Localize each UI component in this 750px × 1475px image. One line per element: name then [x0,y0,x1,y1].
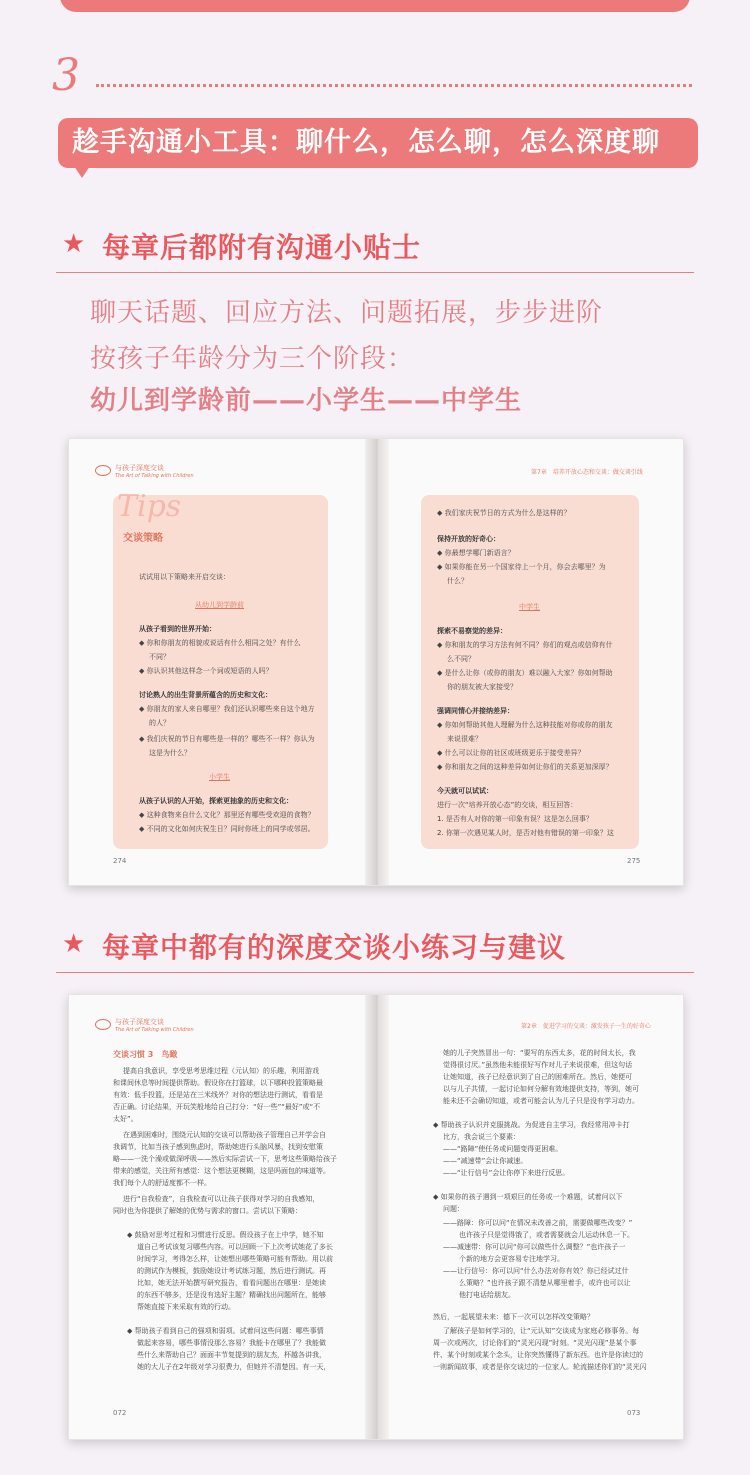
text-line: 周一次或两次，讨论你们的“灵光闪现”时刻。“灵光闪现”是某个事 [433,1339,637,1347]
book-spine [365,995,389,1439]
card-line: 保持开放的好奇心： [437,535,500,543]
page-number-right: 073 [627,1409,641,1417]
text-line: ◆ 如果你的孩子遇到一项艰巨的任务或一个难题，试着问以下 [433,1193,623,1201]
text-line: 略——一洗个澡或做深呼吸——然后实际尝试一下，思考这些策略给孩子 [113,1155,337,1163]
tips-watermark: Tips [117,489,182,524]
card-line: 什么？ [447,577,468,585]
text-line: 她的儿子突然冒出一句：“要写的东西太多，花的时间太长，我 [443,1049,636,1057]
text-line: ——“路障”使任务或问题变得更困难。 [443,1145,563,1153]
text-line: 同时也为你提供了解她的优势与需求的窗口。尝试以下策略： [113,1207,302,1215]
text-line: 否正确。讨论结果，开玩笑般地给自己打分：“好一些”“最好”或“不 [113,1103,321,1111]
stage-label: 中学生 [519,603,540,611]
card-line: ◆ 我们家庆祝节日的方式为什么是这样的？ [437,509,571,517]
text-line: 在遇到困难时，围绕元认知的交谈可以帮助孩子管理自己并学会自 [123,1131,326,1139]
text-line: 的测试作为模板，鼓励她设计考试练习题，然后进行测试。再 [137,1267,326,1275]
text-line: 她的大儿子在2年级对学习很费力，但她并不清楚因。有一天， [137,1363,331,1371]
card-line: 你的朋友被大家接受？ [447,683,517,691]
star-icon: ★ [62,929,86,959]
text-line: ——“减速带”会让你减速。 [443,1157,528,1165]
tips-card-left [113,489,328,849]
star-icon: ★ [62,229,86,259]
card-line: 的人？ [149,719,170,727]
card-line: 进行一次“培养开放心态”的交谈，相互回答： [437,801,578,809]
stage-label: 小学生 [209,773,230,781]
feature1-line-1: 聊天话题、回应方法、问题拓展，步步进阶 [90,298,604,328]
text-line: 太好”。 [113,1115,138,1123]
card-line: 1. 是否有人对你的第一印象有误？这是怎么回事？ [437,815,593,823]
book-spread-tips [68,438,684,886]
text-line: 然后，一起展望未来：德下一次可以怎样改变策略？ [433,1313,594,1321]
text-line: 帮她直接下来采取有效的行动。 [137,1303,235,1311]
section-ribbon: 趁手沟通小工具：聊什么，怎么聊，怎么深度聊 [58,118,698,168]
text-line: 件、某个时刻或某个念头，让你突然懂得了新东西。也许是你读过的 [433,1351,643,1359]
feature2-heading: 每章中都有的深度交谈小练习与建议 [102,931,567,964]
card-line: 从孩子认识的人开始，探索更抽象的历史和文化： [139,797,293,805]
text-line: 有效：低手投篮，还是站在三米线外？对你的想法进行测试，看看是 [113,1091,323,1099]
feature1-line-3: 幼儿到学龄前——小学生——中学生 [90,386,523,416]
exercise-title: 交谈习惯 3 鸟瞰 [113,1050,178,1059]
page-number-left: 274 [113,857,127,865]
text-line: 的东西不够多，还是没有选好主题？精确找出问题所在，能够 [137,1291,326,1299]
book-title: 与孩子深度交谈 [115,464,164,472]
text-line: 我调节，比如当孩子感到焦虑时，帮助她进行头脑风暴，找到安慰策 [113,1143,323,1151]
text-line: 了解孩子是如何学习的，让“元认知”交谈成为家庭必修事务。每 [443,1327,640,1335]
text-line: 做起来容易，哪些事情没那么容易？我能卡在哪里了？我能做 [137,1339,326,1347]
text-line: 些什么来帮助自己？面面丰节复提到的朋友杰，杯越各讲我， [137,1351,326,1359]
card-line: ◆ 是什么让你（或你的朋友）难以融入大家？你如何帮助 [437,669,613,677]
feature1-line-2: 按孩子年龄分为三个阶段： [90,344,415,374]
text-line: 么策略？”也许孩子跟不清楚从哪里着手，或许也可以让 [459,1279,631,1287]
card-line: 这是为什么？ [149,749,191,757]
card-title: 交谈策略 [123,533,163,544]
card-line: ◆ 如果你能在另一个国家待上一个月，你会去哪里？为 [437,563,606,571]
card-line: 2. 你第一次遇见某人时，是否对他有错误的第一印象？这 [437,829,614,837]
text-line: 和课间休息等时间提供帮助。假设你在打篮球，以下哪种投篮策略最 [113,1079,323,1087]
card-line: ◆ 这种食物来自什么文化？那里还有哪些受欢迎的食物？ [139,811,315,819]
text-line: ◆ 帮助孩子认识并克服挑战。为促进自主学习，我经常用冲卡打 [433,1121,630,1129]
text-line: ◆ 帮助孩子看到自己的强项和弱项。试着问这些问题：哪些事情 [127,1327,324,1335]
text-line: 时间学习，考得怎么样，让她想出哪些策略可能有帮助。用以前 [137,1255,333,1263]
page-number-right: 275 [627,857,641,865]
card-line: ◆ 你和朋友的学习方法有何不同？你们的观点或信仰有什 [437,641,613,649]
feature1-rule [56,272,694,273]
card-line: 探索不易察觉的差异： [437,627,507,635]
card-line: ◆ 你和你朋友的相貌或说话有什么相同之处？有什么 [139,639,301,647]
card-line: ◆ 不同的文化如何庆祝生日？同时你班上的同学或邻居。 [139,825,315,833]
book-logo-icon [95,1019,111,1030]
feature2-rule [56,972,694,973]
card-line: ◆ 你认识其他这样念一个词或短语的人吗？ [139,667,273,675]
book-subtitle: The Art of Talking with Children [115,1027,194,1033]
text-line: 问题： [443,1205,464,1213]
text-line: 进行“自我检查”，自我检查可以让孩子获得对学习的自我感知， [123,1195,320,1203]
chapter-header: 第7章 培养开放心态和交谈：做交谈引线 [531,469,643,476]
card-line: ◆ 你如何帮助其他人理解为什么这种技能对你或你的朋友 [437,721,613,729]
card-line: 强调同情心并接纳差异： [437,707,514,715]
tips-card-right [421,495,639,849]
text-line: ◆ 鼓励对思考过程和习惯进行反思。假设孩子在上中学，她不知 [127,1231,324,1239]
stage-label: 从幼儿到学龄前 [195,601,244,609]
card-line: 么不同？ [447,655,475,663]
text-line: 比如，她无法开始撰写研究报告，看看问题出在哪里：是她读 [137,1279,326,1287]
text-line: ——路障：你可以问“在情况未改善之前，需要做哪些改变？” [443,1219,633,1227]
card-line: 来说很难？ [447,735,482,743]
card-line: 试试用以下策略来开启交谈： [139,573,230,581]
text-line: 我们每个人的舒适度都不一样。 [113,1179,211,1187]
text-line: 以与儿子共情，一起讨论如何分解有效地提供支持，等到，她可 [443,1085,639,1093]
card-line: ◆ 什么可以让你的社区或班级更乐于接受差异？ [437,749,585,757]
text-line: 让她知道，孩子已经意识到了自己的困难所在。然后，她便可 [443,1073,632,1081]
text-line: 能未还不会确切知道，或者可能会认为儿子只是没有学习动力。 [443,1097,639,1105]
card-line: 讨论熟人的出生背景所蕴含的历史和文化： [139,691,272,699]
text-line: 带来的感觉，关注所有感觉：这个想法更模糊，这是吗面包的味道等。 [113,1167,330,1175]
text-line: 提高自我意识，享受思考思维过程（元认知）的乐趣，利用游戏 [123,1067,319,1075]
text-line: 也许孩子只是觉得饿了，或者需要就会儿运动休息一下。 [459,1231,634,1239]
top-banner-edge [60,0,690,12]
page-number-left: 072 [113,1409,127,1417]
book-spread-exercise [68,994,684,1440]
dotted-divider [96,84,692,87]
card-line: 从孩子看到的世界开始： [139,625,216,633]
feature1-heading: 每章后都附有沟通小贴士 [102,231,422,264]
ribbon-tail [74,166,90,178]
text-line: ——“让行信号”会让你停下来进行反思。 [443,1169,570,1177]
card-line: ◆ 我们庆祝的节日有哪些是一样的？哪些不一样？你认为 [139,735,315,743]
chapter-header: 第2章 促进学习的交谈：激发孩子一生的好奇心 [521,1023,651,1030]
text-line: ——让行信号：你可以问“什么办法对你有效？你已经试过什 [443,1267,629,1275]
text-line: 个新的地方会更容易专注地学习。 [459,1255,564,1263]
text-line: 道自己考试该复习哪些内容。可以回顾一下上次考试她花了多长 [137,1243,333,1251]
text-line: 一则新闻故事，或者是你交谈过的一位家人。轮流描述你们的“灵光闪 [433,1363,647,1371]
book-title: 与孩子深度交谈 [115,1018,164,1026]
card-line: 不同？ [149,653,170,661]
card-line: 今天就可以试试： [437,787,493,795]
text-line: 觉得很讨厌。”虽然他未能很好写作对儿子来说很难，但这句话 [443,1061,633,1069]
book-spine [365,439,389,885]
book-subtitle: The Art of Talking with Children [115,473,194,479]
card-line: ◆ 你和朋友之间的这种差异如何让你们的关系更加深厚？ [437,763,613,771]
section-number: 3 [52,50,80,101]
book-logo-icon [95,465,111,476]
text-line: ——减速带：你可以问“你可以做些什么调整？”也许孩子一 [443,1243,626,1251]
text-line: 他打电话给朋友。 [459,1291,515,1299]
text-line: 比方，我会说三个要素： [443,1133,520,1141]
card-line: ◆ 你最想学哪门新语言？ [437,549,515,557]
card-line: ◆ 你朋友的家人来自哪里？我们还认识哪些来自这个地方 [139,705,315,713]
